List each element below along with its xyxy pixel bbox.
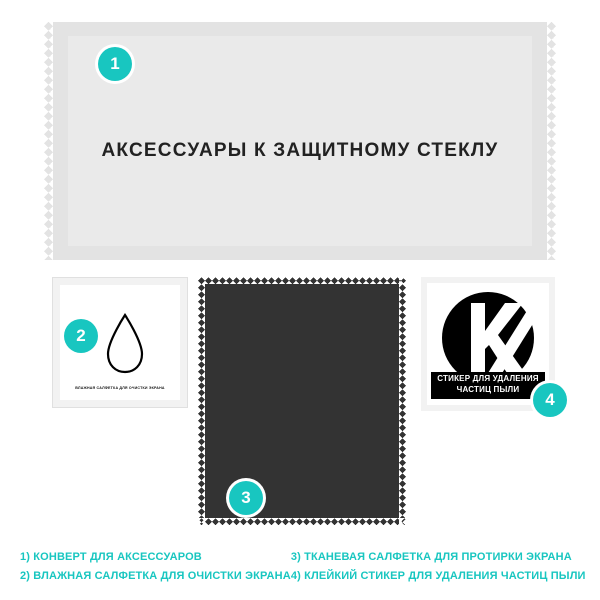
legend-item: 4) КЛЕЙКИЙ СТИКЕР ДЛЯ УДАЛЕНИЯ ЧАСТИЦ ПЫЛИ: [290, 570, 586, 582]
water-drop-icon: [102, 313, 148, 375]
legend-column-right: [291, 551, 586, 582]
cloth-top-serrated-edge: [198, 277, 406, 284]
k-logo-icon: [441, 291, 535, 385]
cloth-right-serrated-edge: [399, 277, 406, 525]
badge-4: 4: [533, 383, 567, 417]
legend-item: 1) КОНВЕРТ ДЛЯ АКСЕССУАРОВ: [20, 551, 202, 563]
legend-item: 3) ТКАНЕВАЯ САЛФЕТКА ДЛЯ ПРОТИРКИ ЭКРАНА: [290, 551, 572, 563]
sticker-inner-panel: [427, 283, 549, 405]
legend: [0, 551, 600, 582]
wet-wipe-caption: ВЛАЖНАЯ САЛФЕТКА ДЛЯ ОЧИСТКИ ЭКРАНА: [75, 385, 165, 390]
sticker-caption-line1: СТИКЕР ДЛЯ УДАЛЕНИЯ: [437, 374, 539, 384]
badge-1: 1: [98, 47, 132, 81]
legend-column-left: [20, 551, 291, 582]
envelope-title: АКСЕССУАРЫ К ЗАЩИТНОМУ СТЕКЛУ: [101, 140, 499, 161]
cloth-left-serrated-edge: [198, 277, 205, 525]
badge-2: 2: [64, 319, 98, 353]
cloth-bottom-serrated-edge: [198, 518, 406, 525]
accessory-microfiber-cloth: [198, 277, 406, 525]
badge-3: 3: [229, 481, 263, 515]
sticker-caption-line2: ЧАСТИЦ ПЫЛИ: [456, 385, 520, 395]
legend-item: 2) ВЛАЖНАЯ САЛФЕТКА ДЛЯ ОЧИСТКИ ЭКРАНА: [20, 570, 291, 582]
sticker-caption: [431, 372, 545, 399]
